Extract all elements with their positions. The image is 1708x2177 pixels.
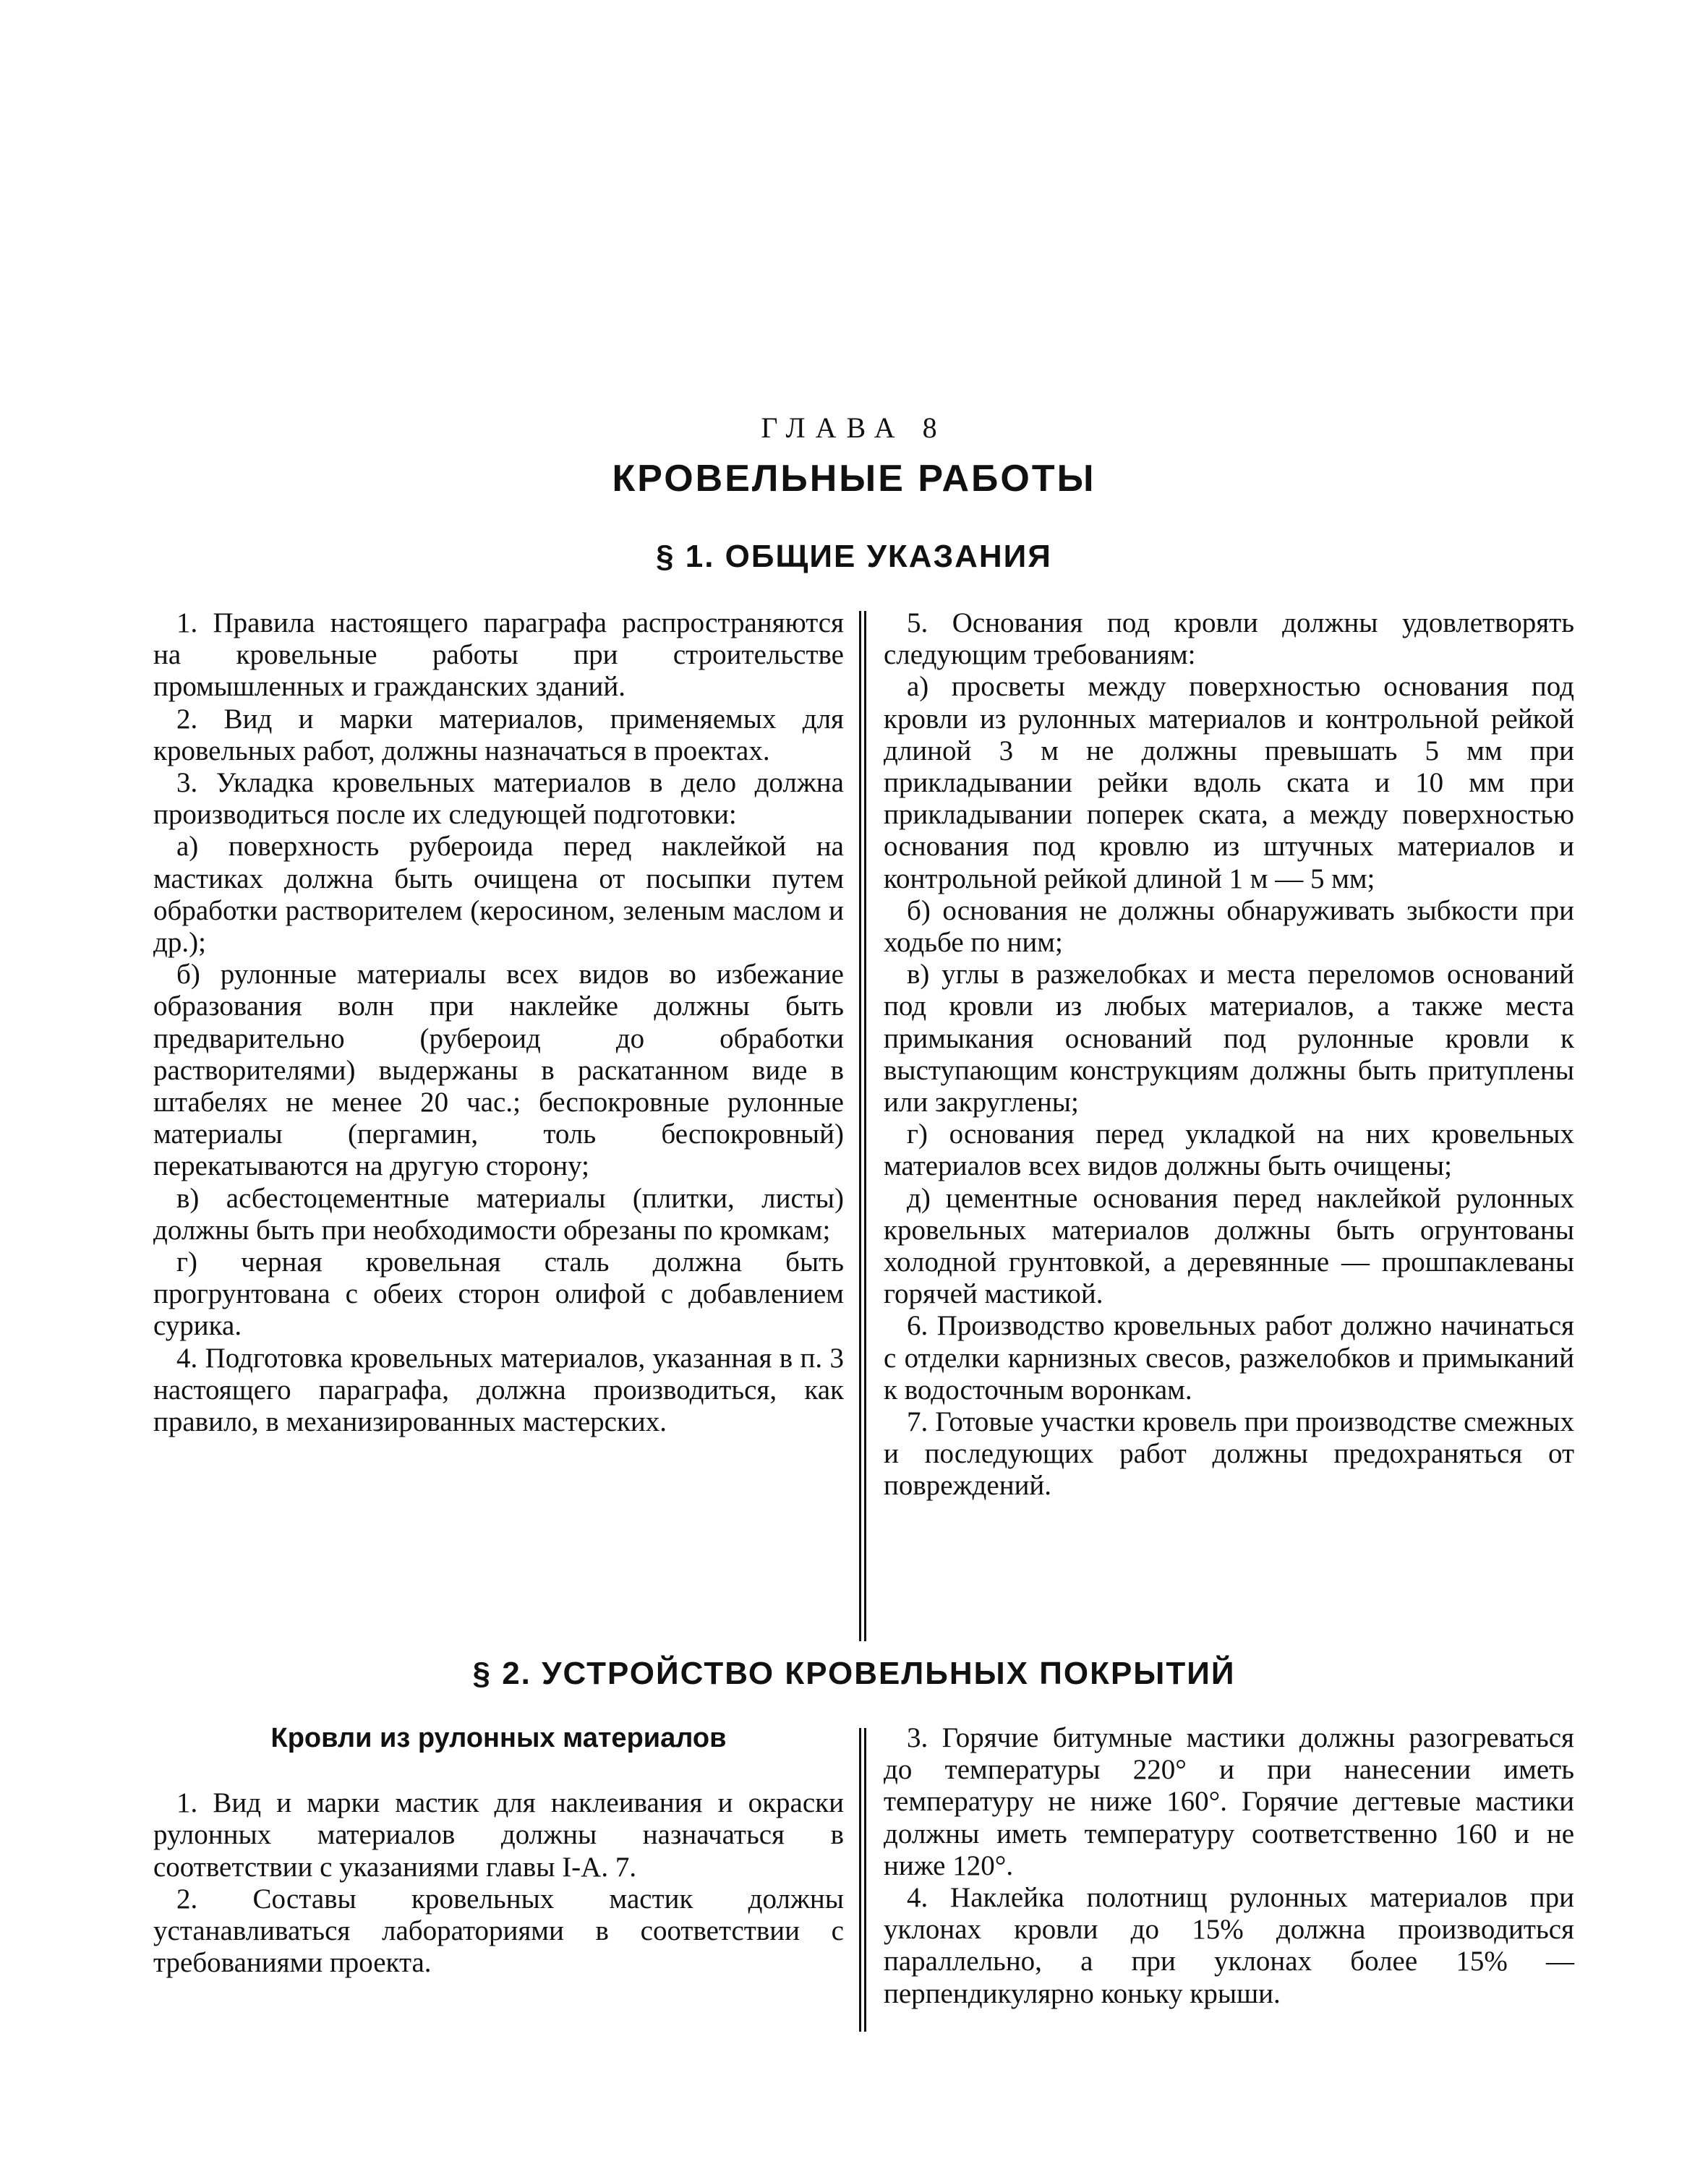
section-1-left-column bbox=[153, 607, 844, 1438]
paragraph: 4. Подготовка кровельных материалов, указанная в п. 3 настоящего параграфа, должна производиться, как правило, в механизированных мастерских. bbox=[153, 1342, 844, 1438]
paragraph: 1. Вид и марки мастик для наклеивания и окраски рулонных материалов должны назначаться в соответствии с указаниями главы I-А. 7. bbox=[153, 1787, 844, 1883]
section-2-right-column bbox=[884, 1722, 1574, 2010]
section-2-left-column bbox=[153, 1722, 844, 1979]
paragraph: 6. Производство кровельных работ должно начинаться с отделки карнизных свесов, разжелобков и примыканий к водосточным воронкам. bbox=[884, 1310, 1574, 1406]
paragraph: г) основания перед укладкой на них кровельных материалов всех видов должны быть очищены; bbox=[884, 1119, 1574, 1182]
paragraph: в) углы в разжелобках и места переломов оснований под кровли из любых материалов, а также места примыкания оснований под рулонные кровли к выступающим конструкциям должны быть притуплены или закруглены; bbox=[884, 959, 1574, 1119]
paragraph: 5. Основания под кровли должны удовлетворять следующим требованиям: bbox=[884, 607, 1574, 671]
paragraph: а) просветы между поверхностью основания под кровли из рулонных материалов и контрольной рейкой длиной 3 м не должны превышать 5 мм при прикладывании рейки вдоль ската и 10 мм при прикладывании поперек ската, а между поверхностью основания под кровлю из штучных материалов и контрольной рейкой длиной 1 м — 5 мм; bbox=[884, 671, 1574, 894]
column-divider bbox=[859, 1728, 866, 2032]
paragraph: 7. Готовые участки кровель при производстве смежных и последующих работ должны предохраняться от повреждений. bbox=[884, 1406, 1574, 1502]
paragraph: б) рулонные материалы всех видов во избежание образования волн при наклейке должны быть предварительно (рубероид до обработки растворителями) выдержаны в раскатанном виде в штабелях не менее 20 час.; беспокровные рулонные материалы (пергамин, толь беспокровный) перекатываются на другую сторону; bbox=[153, 959, 844, 1182]
paragraph: б) основания не должны обнаруживать зыбкости при ходьбе по ним; bbox=[884, 894, 1574, 959]
column-divider bbox=[859, 611, 866, 1641]
paragraph: 1. Правила настоящего параграфа распространяются на кровельные работы при строительстве промышленных и гражданских зданий. bbox=[153, 607, 844, 703]
section-1-right-column bbox=[884, 607, 1574, 1502]
paragraph: 2. Вид и марки материалов, применяемых для кровельных работ, должны назначаться в проектах. bbox=[153, 703, 844, 766]
subsection-title: Кровли из рулонных материалов bbox=[270, 1723, 727, 1753]
paragraph: 2. Составы кровельных мастик должны устанавливаться лабораториями в соответствии с требованиями проекта. bbox=[153, 1883, 844, 1979]
chapter-title: КРОВЕЛЬНЫЕ РАБОТЫ bbox=[612, 458, 1096, 500]
paragraph: а) поверхность рубероида перед наклейкой на мастиках должна быть очищена от посыпки путем обработки растворителем (керосином, зеленым маслом и др.); bbox=[153, 831, 844, 959]
paragraph: г) черная кровельная сталь должна быть прогрунтована с обеих сторон олифой с добавлением сурика. bbox=[153, 1246, 844, 1342]
chapter-number: ГЛАВА 8 bbox=[761, 411, 947, 444]
paragraph: 3. Горячие битумные мастики должны разогреваться до температуры 220° и при нанесении иметь температуру не ниже 160°. Горячие дегтевые мастики должны иметь температуру соответственно 160 и не ниже 120°. bbox=[884, 1722, 1574, 1881]
paragraph: 3. Укладка кровельных материалов в дело должна производиться после их следующей подготовки: bbox=[153, 767, 844, 831]
paragraph: в) асбестоцементные материалы (плитки, листы) должны быть при необходимости обрезаны по кромкам; bbox=[153, 1182, 844, 1246]
section-1-title: § 1. ОБЩИЕ УКАЗАНИЯ bbox=[656, 539, 1052, 574]
section-2-title: § 2. УСТРОЙСТВО КРОВЕЛЬНЫХ ПОКРЫТИЙ bbox=[472, 1656, 1236, 1691]
paragraph: 4. Наклейка полотнищ рулонных материалов при уклонах кровли до 15% должна производиться параллельно, а при уклонах более 15% — перпендикулярно коньку крыши. bbox=[884, 1882, 1574, 2009]
paragraph: д) цементные основания перед наклейкой рулонных кровельных материалов должны быть огрунтованы холодной грунтовкой, а деревянные — прошпаклеваны горячей мастикой. bbox=[884, 1182, 1574, 1310]
